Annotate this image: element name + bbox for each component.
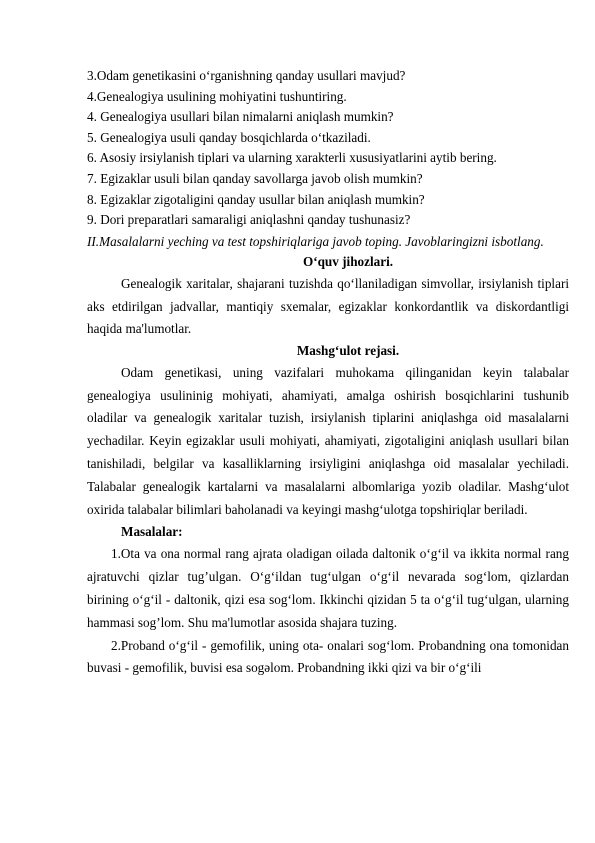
plan-heading: Mashg‘ulot rejasi. xyxy=(296,343,400,359)
question-6: 6. Asosiy irsiylanish tiplari va ularning xarakterli xususiyatlarini aytib bering. xyxy=(87,150,497,166)
section-2-instruction: II.Masalalarni yeching va test topshiriqlariga javob toping. Javoblaringizni isbotlang. xyxy=(87,233,544,249)
problem-1: 1.Ota va ona normal rang ajrata oladigan oilada daltonik o‘g‘il va ikkita normal rang ajratuvchi qizlar tug’ulgan. O‘g‘ildan tug‘ulgan o‘g‘il nevarada sog‘lom, qizlardan birining o‘g‘il - daltonik, qizi esa sog‘lom. Ikkinchi qizidan 5 ta o‘g‘il tug‘ulgan, ularning hammasi sog’lom. Shu ma'lumotlar asosida shajara tuzing. xyxy=(87,546,569,630)
document-page xyxy=(87,66,569,680)
plan-paragraph: Odam genetikasi, uning vazifalari muhokama qilinganidan keyin talabalar genealogiya usulininig mohiyati, ahamiyati, amalga oshirish bosqichlarini tushunib oladilar va genealogik xaritalar tuzish, irsiylanish tiplarini aniqlashga oid masalalarni yechadilar. Keyin egizaklar usuli mohiyati, ahamiyati, zigotaligini aniqlash usullari bilan tanishiladi, belgilar va kasalliklarning irsiyligini aniqlashga oid masalalar yechiladi. Talabalar genealogik kartalarni va masalalarni albomlariga yozib oladilar. Mashg‘ulot oxirida talabalar bilimlari baholanadi va keyingi mashg‘ulotga topshiriqlar beriladi. xyxy=(87,364,569,517)
question-8: 8. Egizaklar zigotaligini qanday usullar bilan aniqlash mumkin? xyxy=(87,191,425,207)
problem-2: 2.Proband o‘g‘il - gemofilik, uning ota- onalari sog‘lom. Probandning ona tomonidan buvasi - gemofilik, buvisi esa sogәlom. Probandning ikki qizi va bir o‘g‘ili xyxy=(87,637,569,676)
question-5: 5. Genealogiya usuli qanday bosqichlarda o‘tkaziladi. xyxy=(87,129,371,145)
problems-heading: Masalalar: xyxy=(121,524,183,540)
equipment-paragraph: Genealogik xaritalar, shajarani tuzishda qo‘llaniladigan simvollar, irsiylanish tiplari aks etdirilgan jadvallar, mantiqiy sxemalar, egizaklar konkordantlik va diskordantligi haqida ma'lumotlar. xyxy=(87,275,569,337)
question-4: 4.Genealogiya usulining mohiyatini tushuntiring. xyxy=(87,88,347,104)
question-3: 3.Odam genetikasini o‘rganishning qanday usullari mavjud? xyxy=(87,68,406,83)
question-9: 9. Dori preparatlari samaraligi aniqlashni qanday tushunasiz? xyxy=(87,212,411,228)
question-4b: 4. Genealogiya usullari bilan nimalarni aniqlash mumkin? xyxy=(87,109,394,125)
question-7: 7. Egizaklar usuli bilan qanday savollarga javob olish mumkin? xyxy=(87,170,423,186)
equipment-heading: O‘quv jihozlari. xyxy=(302,254,394,270)
